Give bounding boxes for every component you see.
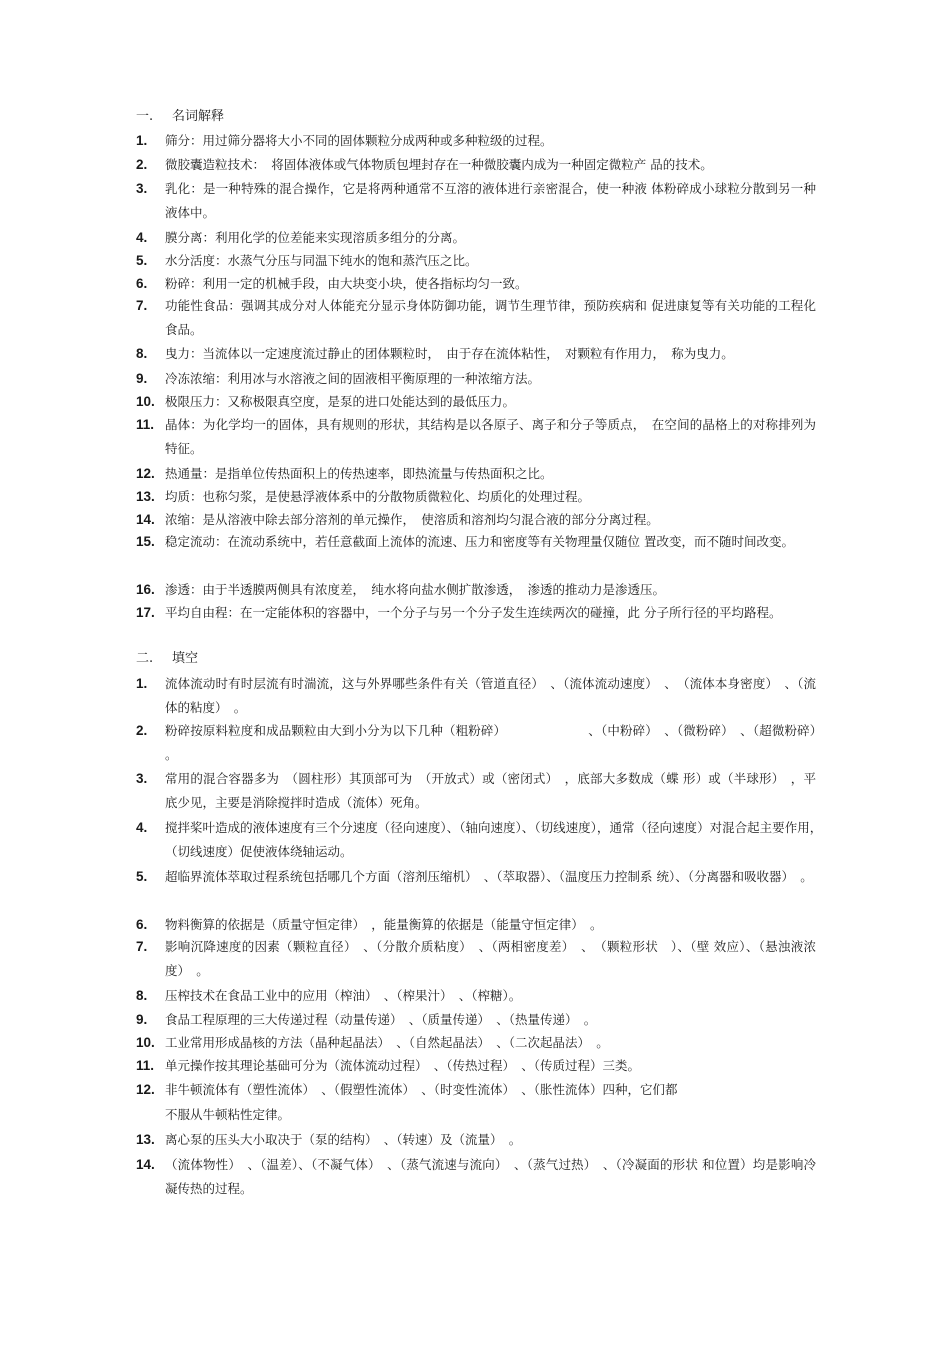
item-text: 流体流动时有时层流有时湍流，这与外界哪些条件有关（管道直径） 、（流体流动速度） 、 （流体本身密度） 、（流体的粘度） 。 [165, 676, 816, 715]
item-text: 功能性食品：强调其成分对人体能充分显示身体防御功能，调节生理节律，预防疾病和 促进康复等有关功能的工程化食品。 [165, 298, 816, 337]
item-text: 常用的混合容器多为 （圆柱形）其顶部可为 （开放式）或（密闭式） ，底部大多数成（蝶 形）或（半球形） ，平底少见，主要是消除搅拌时造成（流体）死角。 [165, 771, 816, 810]
item-text: 粉碎按原料粒度和成品颗粒由大到小分为以下几种（粗粉碎） 、（中粉碎） 、（微粉碎） 、（超微粉碎） 。 [165, 723, 829, 762]
item-number: 3. [136, 181, 148, 196]
item-text: 超临界流体萃取过程系统包括哪几个方面（溶剂压缩机） 、（萃取器）、（温度压力控制系 统）、（分离器和吸收器） 。 [165, 869, 813, 884]
item-text: 微胶囊造粒技术： 将固体液体或气体物质包埋封存在一种微胶囊内成为一种固定微粒产 品的技术。 [165, 157, 713, 172]
item-text: （流体物性） 、（温差）、（不凝气体） 、（蒸气流速与流向） 、（蒸气过热） 、（冷凝面的形状 和位置）均是影响冷凝传热的过程。 [165, 1157, 816, 1196]
item-number: 8. [136, 346, 148, 361]
item-number: 14. [136, 512, 155, 527]
section-title: 填空 [172, 651, 199, 666]
item-number: 8. [136, 988, 148, 1003]
item-text: 平均自由程：在一定能体积的容器中，一个分子与另一个分子发生连续两次的碰撞，此 分子所行径的平均路程。 [165, 605, 782, 620]
list-item [136, 578, 816, 602]
list-item [136, 913, 816, 937]
item-number: 1. [136, 133, 148, 148]
item-number: 7. [136, 298, 148, 313]
list-item [136, 413, 816, 461]
item-text: 非牛顿流体有（塑性流体） 、（假塑性流体） 、（时变性流体） 、（胀性流体）四种，它们都 [165, 1082, 678, 1097]
item-number: 3. [136, 771, 148, 786]
list-item [136, 1031, 816, 1055]
item-text: 水分活度：水蒸气分压与同温下纯水的饱和蒸汽压之比。 [165, 253, 478, 268]
list-item [136, 530, 816, 554]
item-number: 11. [136, 417, 155, 432]
section-heading [136, 109, 224, 125]
section-number: 二. [136, 651, 154, 666]
item-number: 17. [136, 605, 155, 620]
item-text: 工业常用形成晶核的方法（晶种起晶法） 、（自然起晶法） 、（二次起晶法） 。 [165, 1035, 609, 1050]
list-item [136, 935, 816, 983]
item-number: 4. [136, 820, 148, 835]
item-text: 物料衡算的依据是（质量守恒定律） ，能量衡算的依据是（能量守恒定律） 。 [165, 917, 603, 932]
section-number: 一. [136, 109, 154, 124]
item-text: 粉碎：利用一定的机械手段，由大块变小块，使各指标均匀一致。 [165, 276, 528, 291]
item-text: 离心泵的压头大小取决于（泵的结构） 、（转速）及（流量） 。 [165, 1132, 522, 1147]
item-number: 7. [136, 939, 148, 954]
list-item [136, 1153, 816, 1201]
list-item [136, 129, 816, 153]
list-item [136, 153, 816, 177]
item-number: 14. [136, 1157, 155, 1172]
list-item [136, 226, 816, 250]
item-text: 乳化：是一种特殊的混合操作，它是将两种通常不互溶的液体进行亲密混合，使一种液 体粉碎成小球粒分散到另一种液体中。 [165, 181, 816, 220]
list-item [136, 342, 816, 366]
list-item [136, 508, 816, 532]
list-item [136, 1054, 816, 1078]
item-text: 食品工程原理的三大传递过程（动量传递） 、（质量传递） 、（热量传递） 。 [165, 1012, 597, 1027]
list-item [136, 294, 816, 342]
item-text: 浓缩：是从溶液中除去部分溶剂的单元操作， 使溶质和溶剂均匀混合液的部分分离过程。 [165, 512, 659, 527]
list-item [136, 719, 829, 767]
item-number: 12. [136, 466, 155, 481]
item-number: 9. [136, 371, 148, 386]
item-number: 12. [136, 1082, 155, 1097]
item-number: 13. [136, 1132, 155, 1147]
list-item [136, 984, 816, 1008]
list-item [136, 601, 816, 625]
item-text: 不服从牛顿粘性定律。 [165, 1107, 291, 1122]
list-item [136, 1078, 816, 1102]
item-number: 16. [136, 582, 155, 597]
item-text: 晶体：为化学均一的固体，具有规则的形状，其结构是以各原子、离子和分子等质点， 在空间的晶格上的对称排列为特征。 [165, 417, 816, 456]
item-text: 冷冻浓缩：利用冰与水溶液之间的固液相平衡原理的一种浓缩方法。 [165, 371, 541, 386]
item-number: 15. [136, 534, 155, 549]
list-item [136, 462, 816, 486]
list-item [136, 865, 816, 889]
item-number: 5. [136, 253, 148, 268]
list-item [136, 1103, 816, 1127]
section-heading [136, 651, 198, 667]
list-item [136, 249, 816, 273]
list-item [136, 367, 816, 391]
item-text: 渗透：由于半透膜两侧具有浓度差， 纯水将向盐水侧扩散渗透， 渗透的推动力是渗透压。 [165, 582, 666, 597]
item-text: 筛分：用过筛分器将大小不同的固体颗粒分成两种或多种粒级的过程。 [165, 133, 553, 148]
item-text: 膜分离：利用化学的位差能来实现溶质多组分的分离。 [165, 230, 466, 245]
list-item [136, 1008, 816, 1032]
item-number: 9. [136, 1012, 148, 1027]
item-text: 稳定流动：在流动系统中，若任意截面上流体的流速、压力和密度等有关物理量仅随位 置改变，而不随时间改变。 [165, 534, 794, 549]
item-number: 2. [136, 157, 148, 172]
list-item [136, 816, 829, 864]
list-item [136, 767, 816, 815]
item-text: 影响沉降速度的因素（颗粒直径） 、（分散介质粘度） 、（两相密度差） 、 （颗粒形状 ）、（壁 效应）、（悬浊液浓度） 。 [165, 939, 816, 978]
item-number: 6. [136, 917, 148, 932]
item-text: 压榨技术在食品工业中的应用（榨油） 、（榨果汁） 、（榨糖）。 [165, 988, 522, 1003]
item-number: 1. [136, 676, 148, 691]
item-number: 6. [136, 276, 148, 291]
list-item [136, 390, 816, 414]
item-text: 单元操作按其理论基础可分为（流体流动过程） 、（传热过程） 、（传质过程）三类。 [165, 1058, 641, 1073]
item-text: 热通量：是指单位传热面积上的传热速率，即热流量与传热面积之比。 [165, 466, 553, 481]
item-text: 搅拌桨叶造成的液体速度有三个分速度（径向速度）、（轴向速度）、（切线速度），通常（径向速度）对混合起主要作用， （切线速度）促使液体绕轴运动。 [165, 820, 829, 859]
item-number: 4. [136, 230, 148, 245]
item-text: 均质：也称匀浆，是使悬浮液体系中的分散物质微粒化、均质化的处理过程。 [165, 489, 591, 504]
item-number: 10. [136, 1035, 155, 1050]
section-title: 名词解释 [172, 109, 225, 124]
list-item [136, 485, 816, 509]
list-item [136, 672, 816, 720]
item-number: 13. [136, 489, 155, 504]
item-number: 11. [136, 1058, 155, 1073]
item-number: 5. [136, 869, 148, 884]
list-item [136, 177, 816, 225]
item-number: 10. [136, 394, 155, 409]
list-item [136, 272, 816, 296]
list-item [136, 1128, 816, 1152]
item-text: 极限压力：又称极限真空度，是泵的进口处能达到的最低压力。 [165, 394, 516, 409]
item-number: 2. [136, 723, 148, 738]
item-text: 曳力：当流体以一定速度流过静止的团体颗粒时， 由于存在流体粘性， 对颗粒有作用力， 称为曳力。 [165, 346, 734, 361]
